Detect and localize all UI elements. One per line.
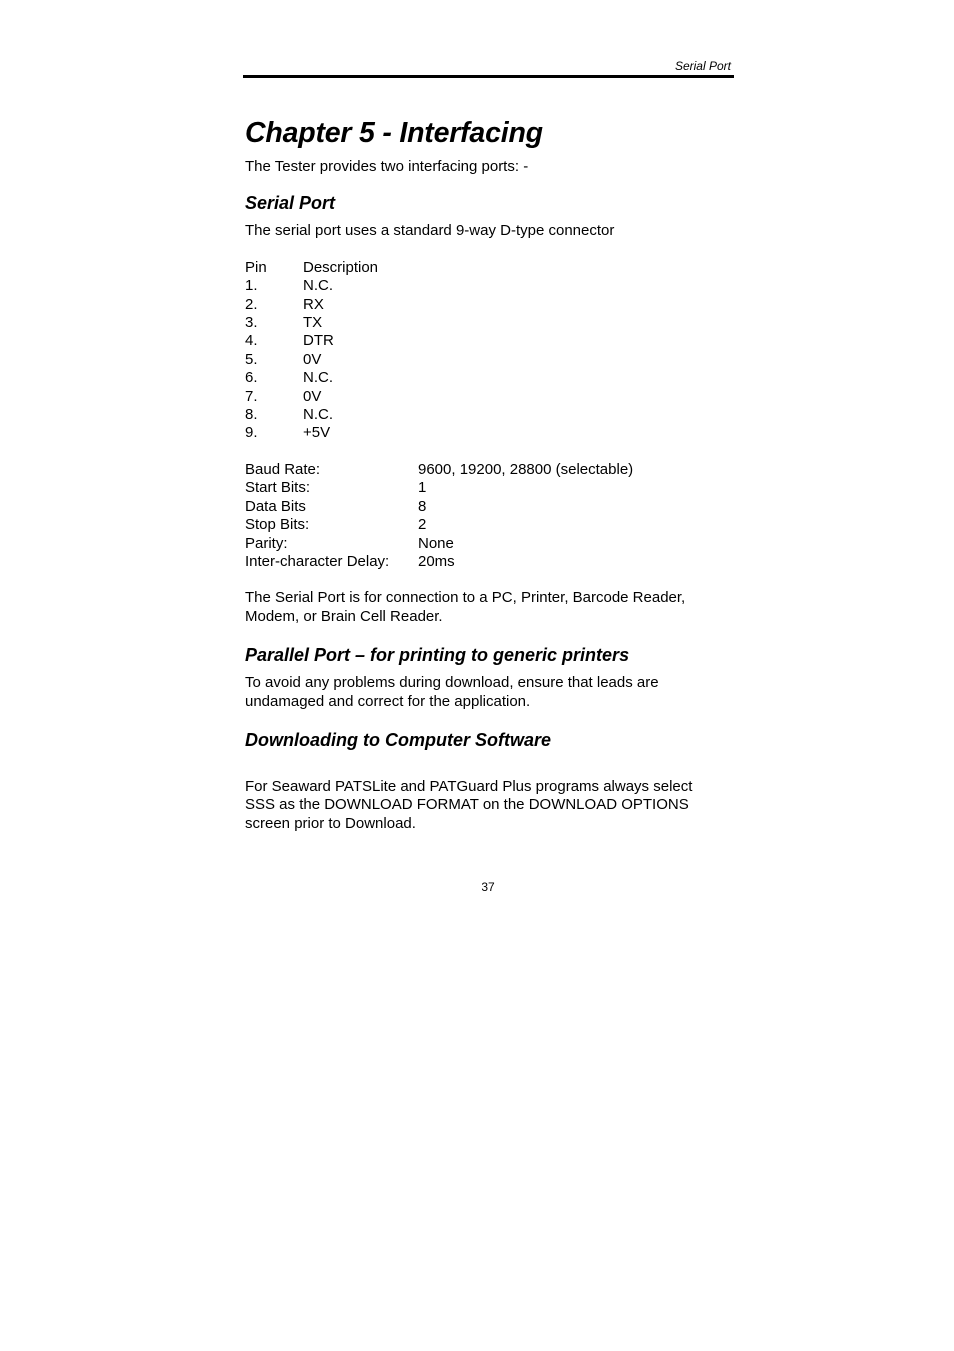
spec-label: Data Bits [245, 497, 306, 515]
pin-row [245, 351, 745, 369]
pin-row [245, 296, 745, 314]
header-rule [243, 75, 734, 78]
spec-value: 20ms [418, 552, 455, 570]
pin-number: 2. [245, 295, 258, 313]
pin-description: N.C. [303, 369, 333, 387]
serial-connection-note [245, 589, 745, 626]
pin-description: DTR [303, 332, 334, 350]
pin-description: +5V [303, 424, 331, 442]
pin-number: 6. [245, 369, 258, 387]
spec-row [245, 516, 745, 534]
downloading-text-line: For Seaward PATSLite and PATGuard Plus programs always select [245, 777, 693, 795]
pin-description: RX [303, 295, 324, 313]
pin-number: 8. [245, 406, 258, 424]
downloading-text-line: screen prior to Download. [245, 814, 416, 832]
pin-number: 7. [245, 387, 258, 405]
spec-row [245, 479, 745, 497]
chapter-intro: The Tester provides two interfacing ports: - [245, 158, 529, 175]
pin-description: N.C. [303, 406, 333, 424]
spec-value: 9600, 19200, 28800 (selectable) [418, 460, 634, 478]
downloading-heading: Downloading to Computer Software [245, 729, 551, 750]
spec-row [245, 553, 745, 571]
pin-table [245, 259, 745, 443]
parallel-port-heading: Parallel Port – for printing to generic printers [245, 645, 630, 666]
serial-connection-note-line: The Serial Port is for connection to a PC, Printer, Barcode Reader, [245, 589, 686, 607]
page-content [245, 113, 745, 833]
pin-row [245, 277, 745, 295]
pin-row [245, 406, 745, 424]
spec-label: Stop Bits: [245, 516, 310, 534]
pin-number: 9. [245, 424, 258, 442]
spec-row [245, 498, 745, 516]
spec-row [245, 461, 745, 479]
pin-description: N.C. [303, 277, 333, 295]
downloading-text-line: SSS as the DOWNLOAD FORMAT on the DOWNLOAD OPTIONS [245, 796, 689, 814]
serial-port-heading: Serial Port [245, 193, 336, 214]
pin-description: 0V [303, 387, 322, 405]
pin-row [245, 369, 745, 387]
pin-column-header: Pin [245, 258, 267, 276]
spec-label: Start Bits: [245, 479, 311, 497]
pin-row [245, 332, 745, 350]
serial-connection-note-line: Modem, or Brain Cell Reader. [245, 607, 443, 625]
parallel-port-text-line: To avoid any problems during download, ensure that leads are [245, 674, 659, 692]
pin-row [245, 388, 745, 406]
pin-number: 4. [245, 332, 258, 350]
description-column-header: Description [303, 258, 379, 276]
pin-description: 0V [303, 350, 322, 368]
spec-label: Inter-character Delay: [245, 552, 390, 570]
spec-label: Baud Rate: [245, 460, 321, 478]
spec-value: 1 [418, 479, 427, 497]
spec-value: 2 [418, 516, 427, 534]
serial-port-description: The serial port uses a standard 9-way D-type connector [245, 222, 615, 240]
pin-row [245, 314, 745, 332]
pin-description: TX [303, 314, 323, 332]
pin-row [245, 424, 745, 442]
pin-number: 3. [245, 314, 258, 332]
chapter-title: Chapter 5 - Interfacing [245, 117, 543, 149]
downloading-text [245, 778, 745, 833]
spec-value: None [418, 534, 454, 552]
pin-table-header [245, 259, 745, 277]
pin-number: 5. [245, 350, 258, 368]
page-number: 37 [481, 880, 495, 894]
parallel-port-text [245, 674, 745, 711]
spec-value: 8 [418, 497, 427, 515]
pin-number: 1. [245, 277, 258, 295]
running-header: Serial Port [674, 59, 731, 73]
serial-specs [245, 461, 745, 571]
parallel-port-text-line: undamaged and correct for the application. [245, 692, 531, 710]
spec-label: Parity: [245, 534, 288, 552]
spec-row [245, 535, 745, 553]
